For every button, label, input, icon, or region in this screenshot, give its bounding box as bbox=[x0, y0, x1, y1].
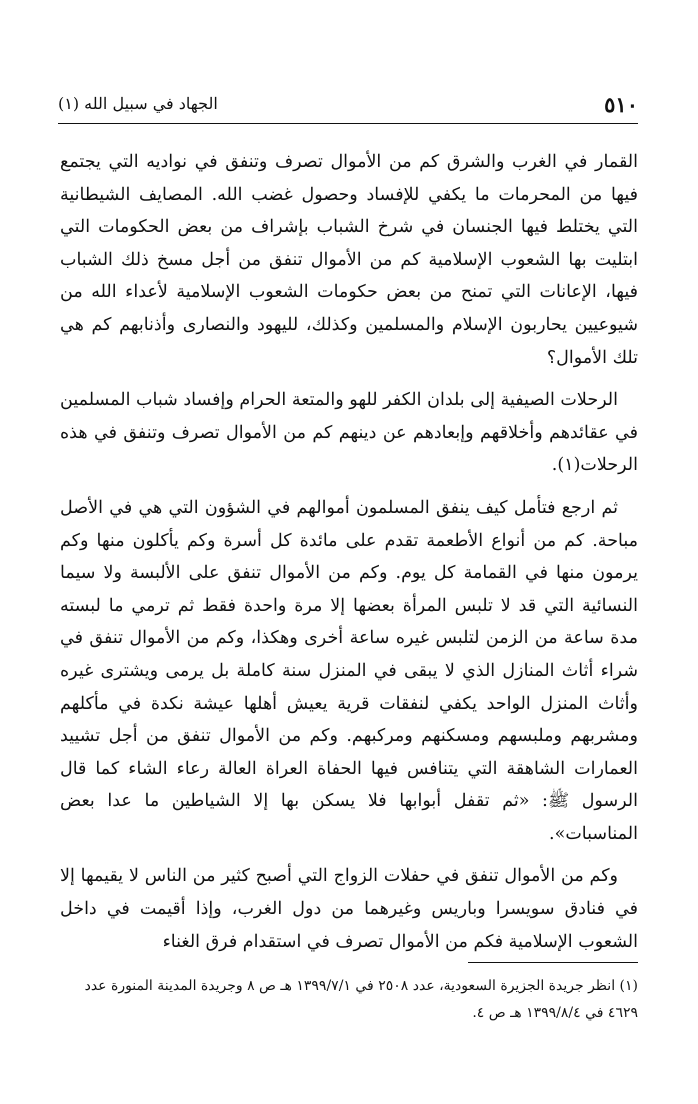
page-header bbox=[58, 90, 638, 124]
paragraph: وكم من الأموال تنفق في حفلات الزواج التي أصبح كثير من الناس لا يقيمها إلا في فنادق سويسرا وباريس وغيرهما من دول الغرب، وإذا أقيمت في داخل الشعوب الإسلامية فكم من الأموال تصرف في استقدام فرق الغناء bbox=[60, 866, 638, 952]
paragraph: الرحلات الصيفية إلى بلدان الكفر للهو والمتعة الحرام وإفساد شباب المسلمين في عقائدهم وأخلاقهم وإبعادهم عن دينهم كم من الأموال تصرف وتنفق في هذه الرحلات(١). bbox=[60, 390, 638, 476]
body-text bbox=[60, 146, 638, 968]
paragraph: القمار في الغرب والشرق كم من الأموال تصرف وتنفق في نواديه التي يجتمع فيها من المحرمات ما يكفي للإفساد وحصول غضب الله. المصايف الشيطانية التي يختلط فيها الجنسان في شرخ الشباب بإشراف من بعض الحكومات التي ابتليت بها الشعوب الإسلامية كم من الأموال تنفق من أجل مسخ ذلك الشباب فيها، الإعانات التي تمنح من بعض حكومات الشعوب الإسلامية لأعداء الله من شيوعيين يحاربون الإسلام والمسلمين وكذلك، لليهود والنصارى وأذنابهم كم هي تلك الأموال؟ bbox=[60, 152, 638, 368]
page-number: ٥١٠ bbox=[604, 92, 638, 117]
footnote-rule bbox=[468, 962, 638, 963]
paragraph: ثم ارجع فتأمل كيف ينفق المسلمون أموالهم في الشؤون التي هي في الأصل مباحة. كم من أنواع الأطعمة تقدم على مائدة كل أسرة وكم يأكلون منها وكم يرمون منها في القمامة كل يوم. وكم من الأموال تنفق على الألبسة ولا سيما النسائية التي قد لا تلبس المرأة بعضها إلا مرة واحدة فقط ثم ترمي ما لبسته مدة ساعة من الزمن لتلبس غيره ساعة أخرى وهكذا، وكم من الأموال تنفق في شراء أثاث المنازل الذي لا يبقى في المنزل سنة كاملة بل يرمى ويشترى غيره وأثاث المنزل الواحد يكفي لنفقات قرية يعيش أهلها عيشة نكدة في مأكلهم ومشربهم وملبسهم ومسكنهم ومركبهم. وكم من الأموال تنفق من أجل تشييد العمارات الشاهقة التي يتنافس فيها الحفاة العراة العالة رعاء الشاء كما قال الرسول ﷺ: «ثم تقفل أبوابها فلا يسكن بها إلا الشياطين ما عدا بعض المناسبات». bbox=[60, 497, 638, 844]
header-rule bbox=[58, 123, 638, 124]
running-title: الجهاد في سبيل الله (١) bbox=[58, 94, 218, 113]
footnote: (١) انظر جريدة الجزيرة السعودية، عدد ٢٥٠٨ في ١٣٩٩/٧/١ هـ ص ٨ وجريدة المدينة المنورة عدد ٤٦٢٩ في ١٣٩٩/٨/٤ هـ ص ٤. bbox=[84, 978, 638, 1021]
footnotes bbox=[60, 962, 638, 1027]
